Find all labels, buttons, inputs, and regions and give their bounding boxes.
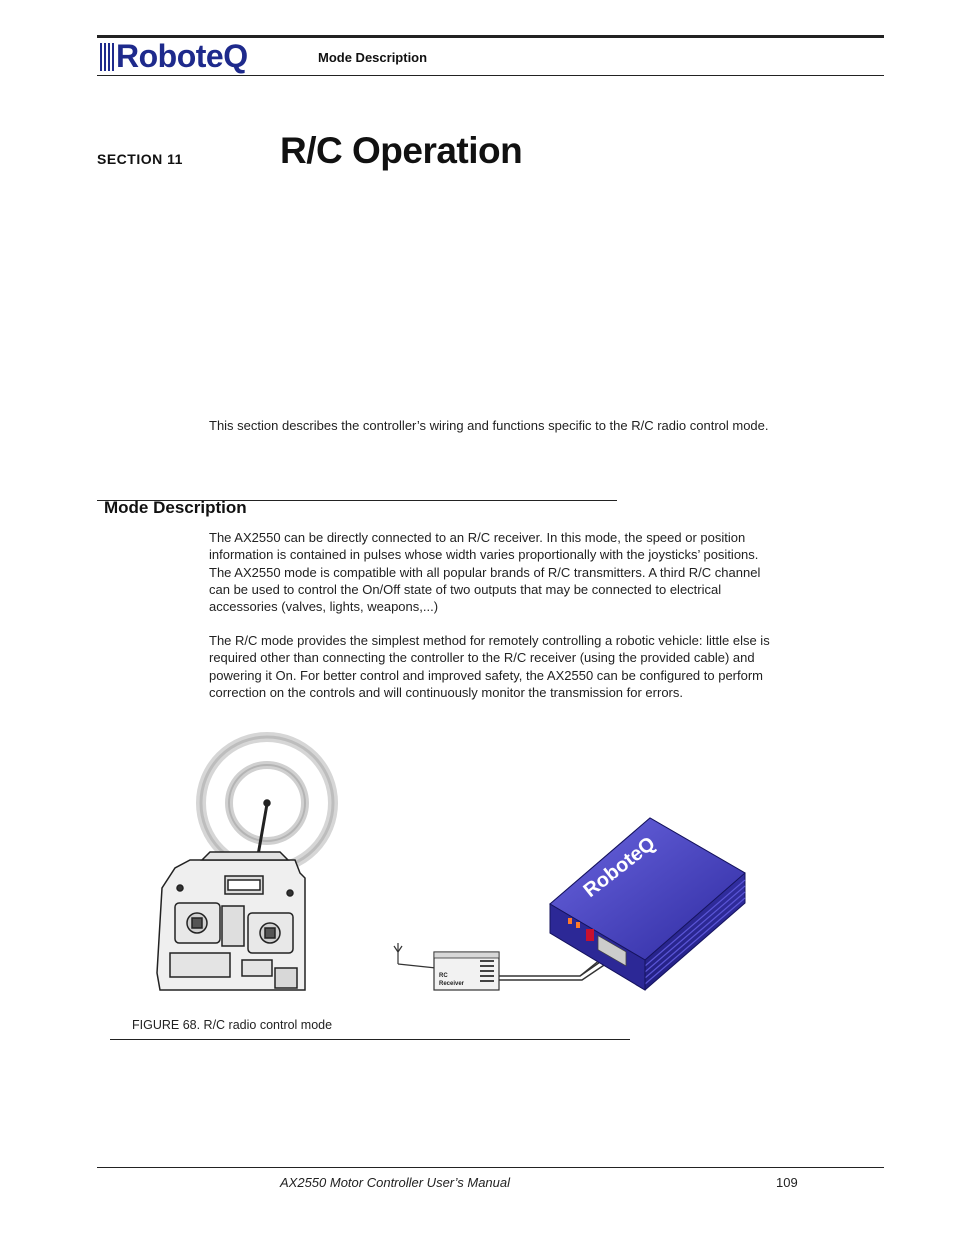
motor-controller-icon xyxy=(550,818,745,990)
brand-logo: RoboteQ xyxy=(116,38,248,74)
controller-logo: RoboteQ xyxy=(579,832,660,902)
figure-bottom-rule xyxy=(110,1039,630,1040)
rc-receiver-icon xyxy=(394,943,499,990)
footer-rule xyxy=(97,1167,884,1168)
rc-transmitter-icon xyxy=(157,800,305,990)
body-paragraph: The R/C mode provides the simplest method for remotely controlling a robotic vehicle: little else is required other than connecting the controller to the R/C receiver (using the provided cable) and powering it On. For better control and improved safety, the AX2550 can be configured to perform correction on the controls and will continuously monitor the transmission for errors. xyxy=(209,633,770,700)
running-header-title: Mode Description xyxy=(318,50,428,65)
section-heading: Mode Description xyxy=(104,498,247,517)
footer-manual-title: AX2550 Motor Controller User’s Manual xyxy=(280,1175,511,1190)
intro-paragraph: This section describes the controller’s wiring and functions specific to the R/C radio control mode. xyxy=(209,418,769,433)
logo-mark xyxy=(100,43,114,71)
header-bottom-rule xyxy=(97,75,884,76)
receiver-label-line2: Receiver xyxy=(439,981,465,987)
body-paragraph: The AX2550 can be directly connected to an R/C receiver. In this mode, the speed or position information is contained in pulses whose width varies proportionally with the joysticks’ positions. The AX2550 mode is compatible with all popular brands of R/C transmitters. A third R/C channel can be used to control the On/Off state of two outputs that may be connected to electrical accessories (valves, lights, weapons,...) xyxy=(209,530,761,615)
figure-caption: FIGURE 68. R/C radio control mode xyxy=(132,1018,333,1032)
figure-illustration xyxy=(150,728,750,1018)
page-number: 109 xyxy=(776,1175,798,1190)
section-label: SECTION 11 xyxy=(97,151,183,167)
page-title: R/C Operation xyxy=(280,130,523,171)
receiver-label-line1: RC xyxy=(439,973,448,979)
